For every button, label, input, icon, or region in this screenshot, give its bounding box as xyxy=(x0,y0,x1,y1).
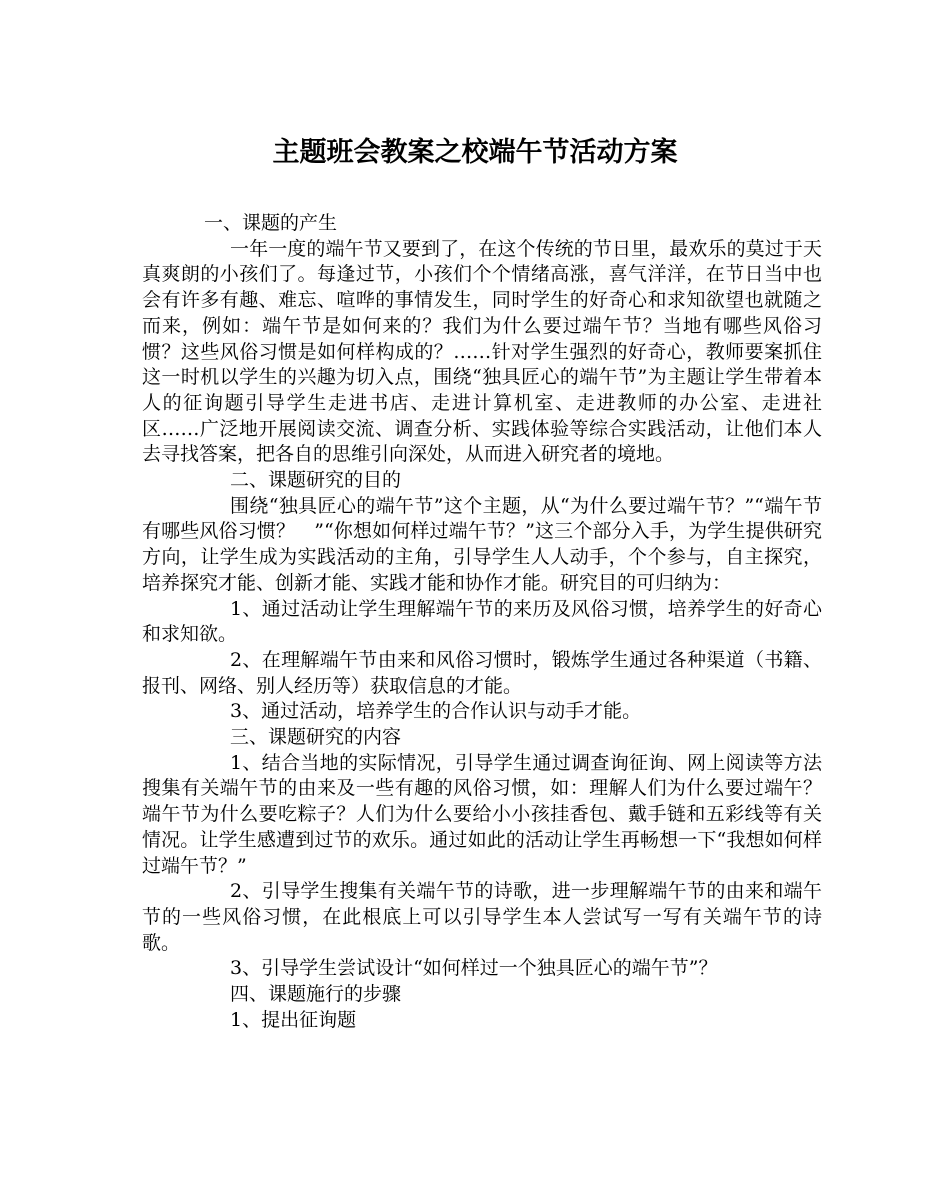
paragraph-purpose: 围绕“独具匠心的端午节”这个主题，从“为什么要过端午节？”“端午节有哪些风俗习惯？ ”“你想如何样过端午节？”这三个部分入手，为学生提供研究方向，让学生成为实践活动的主角，引导学生人人动手，个个参与，自主探究，培养探究才能、创新才能、实践才能和协作才能。研究目的可归纳为： xyxy=(142,494,822,594)
document-title: 主题班会教案之校端午节活动方案 xyxy=(272,137,678,168)
content-item-3: 3、引导学生尝试设计“如何样过一个独具匠心的端午节”？ xyxy=(230,957,718,980)
section-heading-1: 一、课题的产生 xyxy=(204,212,338,234)
content-item-1: 1、结合当地的实际情况，引导学生通过调查询征询、网上阅读等方法搜集有关端午节的由来及一些有趣的风俗习惯，如：理解人们为什么要过端午？端午节为什么要吃粽子？人们为什么要给小小孩挂香包、戴手链和五彩线等有关情况。让学生感遭到过节的欢乐。通过如此的活动让学生再畅想一下“我想如何样过端午节？” xyxy=(142,751,822,877)
section-heading-2: 二、课题研究的目的 xyxy=(230,469,402,492)
purpose-item-1: 1、通过活动让学生理解端午节的来历及风俗习惯，培养学生的好奇心和求知欲。 xyxy=(142,597,822,646)
document-body xyxy=(142,211,822,1034)
paragraph-intro: 一年一度的端午节又要到了，在这个传统的节日里，最欢乐的莫过于天真爽朗的小孩们了。每逢过节，小孩们个个情绪高涨，喜气洋洋，在节日当中也会有许多有趣、难忘、喧哗的事情发生，同时学生的好奇心和求知欲望也就随之而来，例如：端午节是如何来的？我们为什么要过端午节？当地有哪些风俗习惯？这些风俗习惯是如何样构成的？……针对学生强烈的好奇心，教师要案抓住这一时机以学生的兴趣为切入点，围绕“独具匠心的端午节”为主题让学生带着本人的征询题引导学生走进书店、走进计算机室、走进教师的办公室、走进社区……广泛地开展阅读交流、调查分析、实践体验等综合实践活动，让他们本人去寻找答案，把各自的思维引向深处，从而进入研究者的境地。 xyxy=(142,237,822,466)
section-heading-4: 四、课题施行的步骤 xyxy=(230,983,402,1006)
purpose-item-2: 2、在理解端午节由来和风俗习惯时，锻炼学生通过各种渠道（书籍、报刊、网络、别人经历等）获取信息的才能。 xyxy=(142,648,822,697)
content-item-2: 2、引导学生搜集有关端午节的诗歌，进一步理解端午节的由来和端午节的一些风俗习惯，在此根底上可以引导学生本人尝试写一写有关端午节的诗歌。 xyxy=(142,880,822,954)
section-heading-3: 三、课题研究的内容 xyxy=(230,726,402,749)
step-item-1: 1、提出征询题 xyxy=(230,1008,357,1031)
purpose-item-3: 3、通过活动，培养学生的合作认识与动手才能。 xyxy=(230,700,642,723)
